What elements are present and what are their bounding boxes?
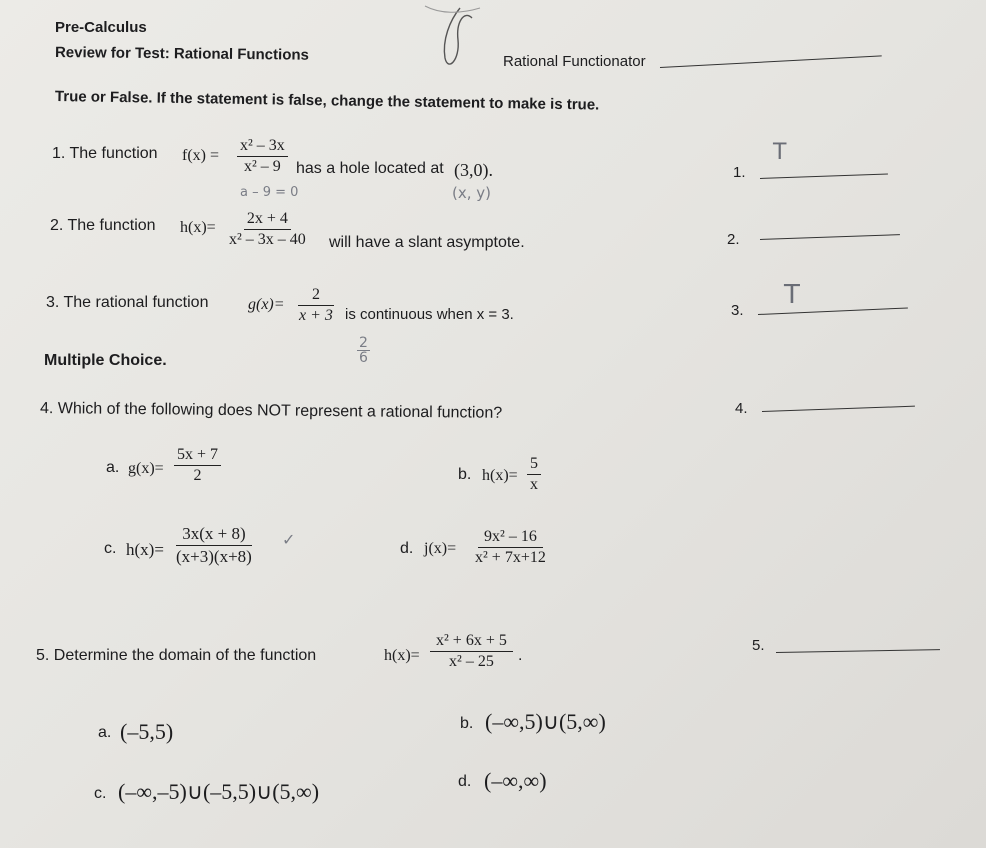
q3-function-name: g(x)= <box>248 296 285 313</box>
q2-numerator: 2x + 4 <box>244 210 291 230</box>
q5-option-a-label[interactable]: a. <box>98 724 112 741</box>
q1-numerator: x² – 3x <box>237 137 288 157</box>
q3-label: 3. <box>731 302 744 319</box>
q1-suffix: has a hole located at <box>296 160 444 177</box>
review-title: Review for Test: Rational Functions <box>54 44 309 64</box>
q4-option-b-fraction <box>527 455 541 494</box>
q3-answer: T <box>784 280 800 310</box>
q4-option-a-label[interactable]: a. <box>106 459 120 476</box>
q4-option-c-check-icon: ✓ <box>282 530 296 549</box>
q3-answer-line[interactable] <box>758 307 908 315</box>
q2-prefix: 2. The function <box>50 217 156 234</box>
q4-option-c-label[interactable]: c. <box>104 540 117 557</box>
q1-answer: T <box>773 140 787 165</box>
q4-answer-line[interactable] <box>762 406 915 412</box>
q5-option-c-text: (–∞,–5)∪(–5,5)∪(5,∞) <box>118 779 320 804</box>
q5-option-b-text: (–∞,5)∪(5,∞) <box>485 709 606 734</box>
q1-label: 1. <box>733 164 746 181</box>
tf-instructions: True or False. If the statement is false, change the statement to make is true. <box>54 88 600 114</box>
q2-function-name: h(x)= <box>180 219 216 236</box>
q5-option-b-label[interactable]: b. <box>460 715 474 732</box>
course-title: Pre-Calculus <box>55 19 147 36</box>
mc-heading: Multiple Choice. <box>44 352 167 369</box>
q4-option-c-fname: h(x)= <box>126 540 164 559</box>
q3-numerator: 2 <box>298 286 334 306</box>
q4-option-c-fraction <box>173 524 255 567</box>
q4-option-a-fraction <box>174 446 221 485</box>
q4-a-numerator: 5x + 7 <box>174 446 221 466</box>
q5-function-name: h(x)= <box>384 647 420 664</box>
q1-pencil-den: a – 9 = 0 <box>240 185 299 200</box>
q4-option-d-fraction <box>472 528 549 567</box>
q2-fraction <box>226 210 309 249</box>
pencil-scribble-icon <box>420 0 500 80</box>
q3-pencil-den: 6 <box>359 350 368 366</box>
q4-b-denominator: x <box>530 476 538 493</box>
q5-period: . <box>518 647 523 664</box>
name-label: Rational Functionator <box>503 53 646 70</box>
q3-prefix: 3. The rational function <box>46 294 209 311</box>
q4-d-denominator: x² + 7x+12 <box>475 549 546 566</box>
q5-option-a-text: (–5,5) <box>120 719 174 744</box>
q5-numerator: x² + 6x + 5 <box>430 632 513 652</box>
q3-denominator: x + 3 <box>299 307 333 324</box>
q5-fraction <box>430 632 513 671</box>
q1-point: (3,0). <box>454 160 493 180</box>
q4-c-numerator: 3x(x + 8) <box>176 524 251 546</box>
q5-option-d-text: (–∞,∞) <box>484 768 547 793</box>
q2-suffix: will have a slant asymptote. <box>329 234 525 251</box>
q5-answer-line[interactable] <box>776 649 940 653</box>
q5-denominator: x² – 25 <box>449 653 494 670</box>
q1-denominator: x² – 9 <box>244 158 281 175</box>
q2-label: 2. <box>727 231 740 248</box>
q1-function-name: f(x) = <box>182 147 220 164</box>
q3-suffix: is continuous when x = 3. <box>345 306 514 323</box>
q4-option-b-label[interactable]: b. <box>458 466 472 483</box>
q3-pencil-work <box>357 336 370 365</box>
q1-pencil-xy: (x, y) <box>452 184 491 202</box>
q4-b-numerator: 5 <box>527 455 541 475</box>
name-line <box>660 55 882 68</box>
q4-question: 4. Which of the following does NOT represent a rational function? <box>39 400 503 422</box>
q2-answer-line[interactable] <box>760 234 900 240</box>
q4-option-d-fname: j(x)= <box>424 540 457 557</box>
q3-pencil-num: 2 <box>359 335 368 351</box>
q3-fraction <box>296 286 336 325</box>
q5-option-c-label[interactable]: c. <box>94 785 107 802</box>
q4-label: 4. <box>735 400 748 417</box>
q4-a-denominator: 2 <box>193 467 202 484</box>
q1-fraction <box>237 137 288 176</box>
q4-option-a-fname: g(x)= <box>128 460 164 477</box>
q4-d-numerator: 9x² – 16 <box>478 528 543 548</box>
q1-prefix: 1. The function <box>52 145 158 162</box>
q5-label: 5. <box>752 637 765 654</box>
q1-answer-line[interactable] <box>760 174 888 179</box>
q4-c-denominator: (x+3)(x+8) <box>176 547 252 566</box>
q2-denominator: x² – 3x – 40 <box>229 231 306 248</box>
q4-option-b-fname: h(x)= <box>482 467 518 484</box>
q5-option-d-label[interactable]: d. <box>458 773 472 790</box>
q4-option-d-label[interactable]: d. <box>400 540 414 557</box>
q5-prefix: 5. Determine the domain of the function <box>36 647 317 664</box>
